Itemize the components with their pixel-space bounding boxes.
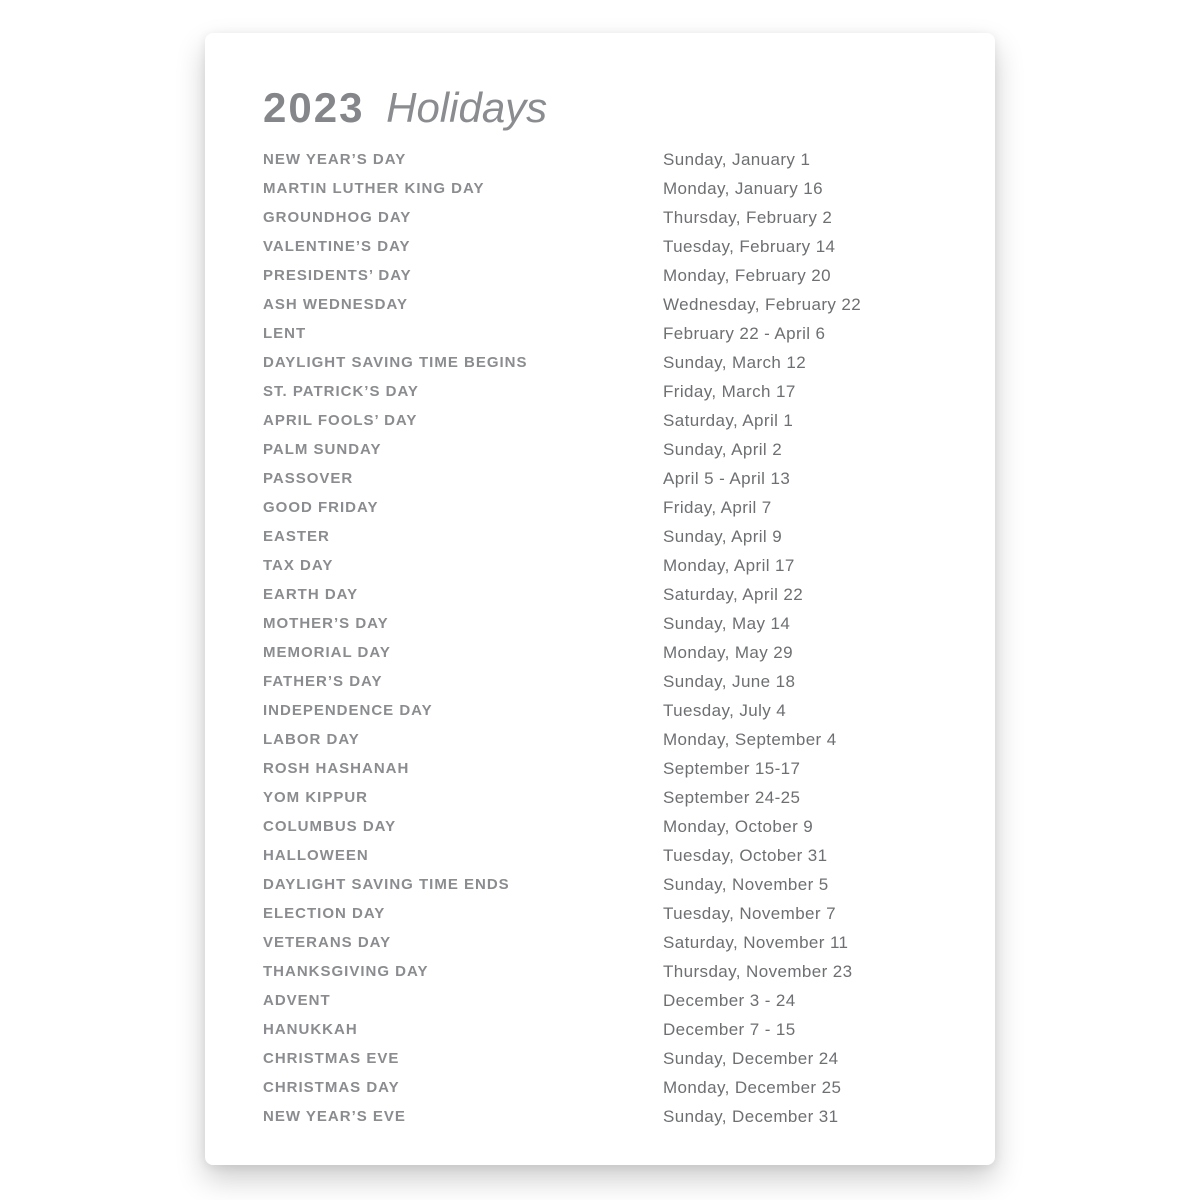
holiday-date: February 22 - April 6 xyxy=(663,323,826,343)
holiday-name: PRESIDENTS’ DAY xyxy=(263,267,412,284)
holiday-name: APRIL FOOLS’ DAY xyxy=(263,412,418,429)
holiday-row xyxy=(263,1102,995,1131)
holiday-date: September 24-25 xyxy=(663,787,801,807)
holiday-date: Monday, September 4 xyxy=(663,729,837,749)
holiday-date: Sunday, December 31 xyxy=(663,1106,839,1126)
holiday-name: NEW YEAR’S EVE xyxy=(263,1108,406,1125)
holiday-row xyxy=(263,609,995,638)
holiday-row xyxy=(263,406,995,435)
holiday-date: Monday, December 25 xyxy=(663,1077,842,1097)
holiday-date: Tuesday, October 31 xyxy=(663,845,828,865)
holiday-row xyxy=(263,522,995,551)
holiday-row xyxy=(263,638,995,667)
holiday-name: PALM SUNDAY xyxy=(263,441,382,458)
holiday-list xyxy=(263,145,995,1131)
holiday-row xyxy=(263,290,995,319)
holiday-date: Sunday, December 24 xyxy=(663,1048,839,1068)
holiday-date: Tuesday, February 14 xyxy=(663,236,836,256)
holiday-name: ROSH HASHANAH xyxy=(263,760,410,777)
holiday-date: Monday, May 29 xyxy=(663,642,794,662)
holiday-name: VETERANS DAY xyxy=(263,934,392,951)
holiday-date: Monday, February 20 xyxy=(663,265,831,285)
holiday-date: Sunday, November 5 xyxy=(663,874,829,894)
holiday-name: PASSOVER xyxy=(263,470,354,487)
holiday-name: DAYLIGHT SAVING TIME ENDS xyxy=(263,876,510,893)
holiday-name: HANUKKAH xyxy=(263,1021,358,1038)
holiday-row xyxy=(263,1015,995,1044)
holiday-row xyxy=(263,986,995,1015)
holiday-date: Friday, March 17 xyxy=(663,381,796,401)
holiday-row xyxy=(263,377,995,406)
holiday-date: Sunday, April 2 xyxy=(663,439,783,459)
holiday-name: DAYLIGHT SAVING TIME BEGINS xyxy=(263,354,528,371)
holiday-row xyxy=(263,1073,995,1102)
holiday-date: Thursday, November 23 xyxy=(663,961,853,981)
holiday-name: CHRISTMAS DAY xyxy=(263,1079,400,1096)
holiday-name: ADVENT xyxy=(263,992,331,1009)
holiday-row xyxy=(263,232,995,261)
holiday-date: Saturday, November 11 xyxy=(663,932,849,952)
holiday-name: MEMORIAL DAY xyxy=(263,644,391,661)
holiday-date: Tuesday, November 7 xyxy=(663,903,836,923)
holiday-row xyxy=(263,1044,995,1073)
holiday-date: Wednesday, February 22 xyxy=(663,294,862,314)
holiday-name: HALLOWEEN xyxy=(263,847,369,864)
holiday-name: MOTHER’S DAY xyxy=(263,615,389,632)
page-title xyxy=(263,79,995,137)
holiday-name: CHRISTMAS EVE xyxy=(263,1050,400,1067)
holiday-date: Thursday, February 2 xyxy=(663,207,833,227)
holiday-date: Sunday, April 9 xyxy=(663,526,783,546)
holiday-date: Sunday, June 18 xyxy=(663,671,796,691)
title-year: 2023 xyxy=(263,84,365,131)
holiday-row xyxy=(263,870,995,899)
holiday-name: TAX DAY xyxy=(263,557,334,574)
holiday-row xyxy=(263,928,995,957)
holiday-date: Tuesday, July 4 xyxy=(663,700,787,720)
holiday-name: YOM KIPPUR xyxy=(263,789,369,806)
holiday-date: Sunday, March 12 xyxy=(663,352,807,372)
holiday-name: COLUMBUS DAY xyxy=(263,818,397,835)
title-word: Holidays xyxy=(386,84,548,131)
holiday-name: LABOR DAY xyxy=(263,731,360,748)
holiday-date: Sunday, May 14 xyxy=(663,613,791,633)
holiday-row xyxy=(263,174,995,203)
holiday-row xyxy=(263,348,995,377)
holiday-row xyxy=(263,725,995,754)
holiday-name: GROUNDHOG DAY xyxy=(263,209,412,226)
holiday-name: INDEPENDENCE DAY xyxy=(263,702,433,719)
holiday-row xyxy=(263,319,995,348)
holiday-date: September 15-17 xyxy=(663,758,801,778)
holiday-row xyxy=(263,783,995,812)
holiday-name: GOOD FRIDAY xyxy=(263,499,379,516)
holiday-date: Saturday, April 22 xyxy=(663,584,804,604)
holiday-row xyxy=(263,841,995,870)
holiday-name: EARTH DAY xyxy=(263,586,359,603)
holiday-name: THANKSGIVING DAY xyxy=(263,963,429,980)
holiday-date: April 5 - April 13 xyxy=(663,468,791,488)
holiday-row xyxy=(263,435,995,464)
holiday-date: Sunday, January 1 xyxy=(663,149,811,169)
holiday-row xyxy=(263,145,995,174)
holiday-name: EASTER xyxy=(263,528,330,545)
holiday-name: LENT xyxy=(263,325,307,342)
holiday-row xyxy=(263,754,995,783)
holiday-date: Monday, January 16 xyxy=(663,178,823,198)
holiday-date: Saturday, April 1 xyxy=(663,410,794,430)
holiday-name: FATHER’S DAY xyxy=(263,673,383,690)
holiday-row xyxy=(263,667,995,696)
holiday-date: December 7 - 15 xyxy=(663,1019,796,1039)
holiday-name: MARTIN LUTHER KING DAY xyxy=(263,180,485,197)
holiday-row xyxy=(263,899,995,928)
holiday-card xyxy=(205,33,995,1165)
holiday-date: Monday, April 17 xyxy=(663,555,795,575)
holiday-row xyxy=(263,261,995,290)
holiday-name: NEW YEAR’S DAY xyxy=(263,151,407,168)
holiday-row xyxy=(263,696,995,725)
holiday-row xyxy=(263,580,995,609)
holiday-date: Friday, April 7 xyxy=(663,497,772,517)
holiday-name: VALENTINE’S DAY xyxy=(263,238,411,255)
holiday-date: December 3 - 24 xyxy=(663,990,796,1010)
holiday-name: ELECTION DAY xyxy=(263,905,386,922)
holiday-date: Monday, October 9 xyxy=(663,816,814,836)
holiday-name: ASH WEDNESDAY xyxy=(263,296,408,313)
holiday-row xyxy=(263,551,995,580)
holiday-row xyxy=(263,493,995,522)
holiday-row xyxy=(263,203,995,232)
holiday-name: ST. PATRICK’S DAY xyxy=(263,383,419,400)
holiday-row xyxy=(263,957,995,986)
holiday-row xyxy=(263,812,995,841)
holiday-row xyxy=(263,464,995,493)
